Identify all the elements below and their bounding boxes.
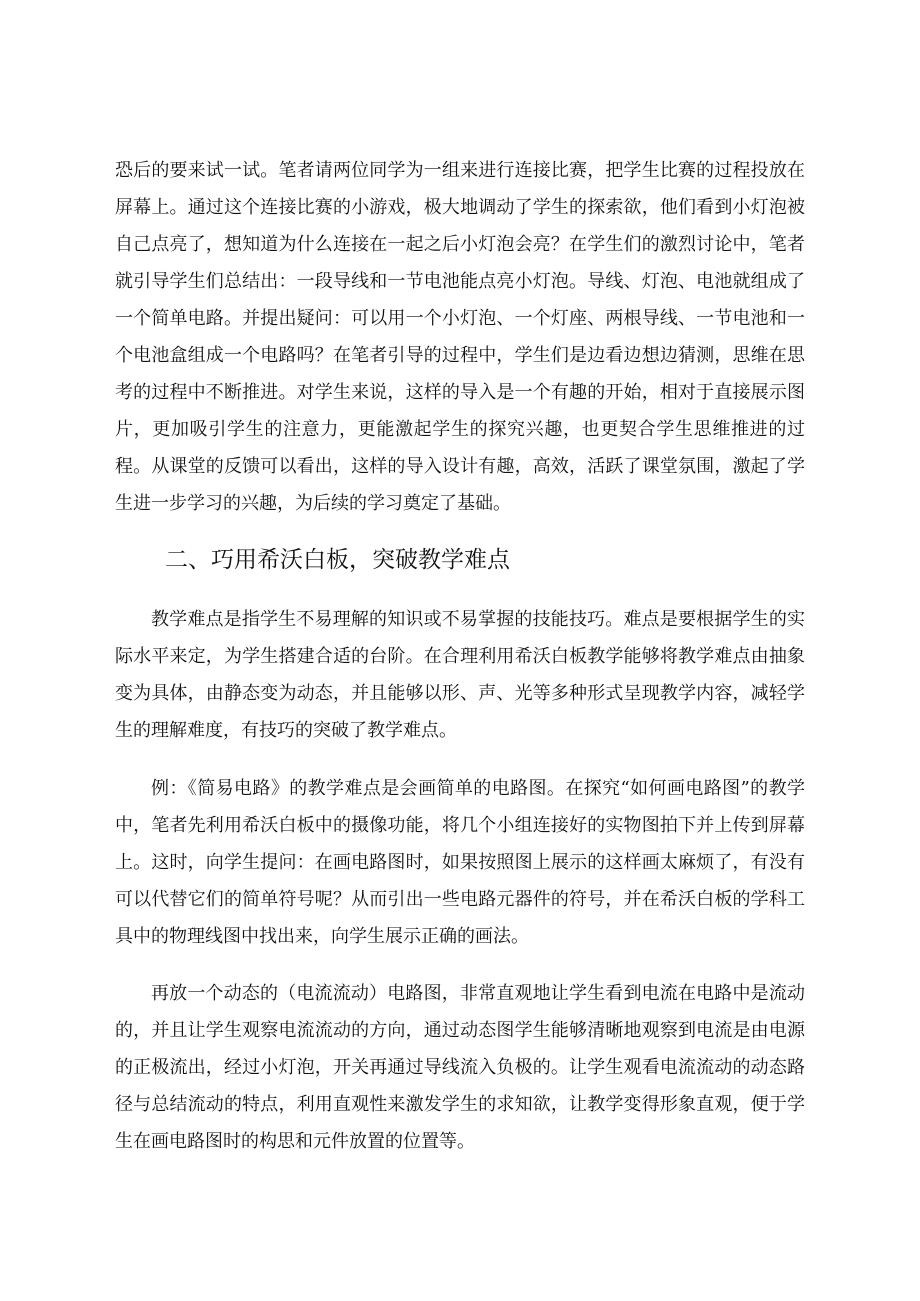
paragraph-example: 例：《简易电路》的教学难点是会画简单的电路图。在探究“如何画电路图”的教学中，笔者先利用希沃白板中的摄像功能，将几个小组连接好的实物图拍下并上传到屏幕上。这时，向学生提问：在画电路图时，如果按照图上展示的这样画太麻烦了，有没有可以代替它们的简单符号呢？从而引出一些电路元器件的符号，并在希沃白板的学科工具中的物理线图中找出来，向学生展示正确的画法。 [115,778,805,947]
section-heading: 二、巧用希沃白板，突破教学难点 [165,547,510,573]
paragraph-teaching-difficulty: 教学难点是指学生不易理解的知识或不易掌握的技能技巧。难点是要根据学生的实际水平来定，为学生搭建合适的台阶。在合理利用希沃白板教学能够将教学难点由抽象变为具体，由静态变为动态，并且能够以形、声、光等多种形式呈现教学内容，减轻学生的理解难度，有技巧的突破了教学难点。 [115,609,805,741]
paragraph-intro-continuation: 恐后的要来试一试。笔者请两位同学为一组来进行连接比赛，把学生比赛的过程投放在屏幕上。通过这个连接比赛的小游戏，极大地调动了学生的探索欲，他们看到小灯泡被自己点亮了，想知道为什么连接在一起之后小灯泡会亮？在学生们的激烈讨论中，笔者就引导学生们总结出：一段导线和一节电池能点亮小灯泡。导线、灯泡、电池就组成了一个简单电路。并提出疑问：可以用一个小灯泡、一个灯座、两根导线、一节电池和一个电池盒组成一个电路吗？在笔者引导的过程中，学生们是边看边想边猜测，思维在思考的过程中不断推进。对学生来说，这样的导入是一个有趣的开始，相对于直接展示图片，更加吸引学生的注意力，更能激起学生的探究兴趣，也更契合学生思维推进的过程。从课堂的反馈可以看出，这样的导入设计有趣，高效，活跃了课堂氛围，激起了学生进一步学习的兴趣，为后续的学习奠定了基础。 [115,160,805,514]
paragraph-dynamic-diagram: 再放一个动态的（电流流动）电路图，非常直观地让学生看到电流在电路中是流动的，并且让学生观察电流流动的方向，通过动态图学生能够清晰地观察到电流是由电源的正极流出，经过小灯泡，开关再通过导线流入负极的。让学生观看电流流动的动态路径与总结流动的特点，利用直观性来激发学生的求知欲，让教学变得形象直观，便于学生在画电路图时的构思和元件放置的位置等。 [115,983,805,1152]
